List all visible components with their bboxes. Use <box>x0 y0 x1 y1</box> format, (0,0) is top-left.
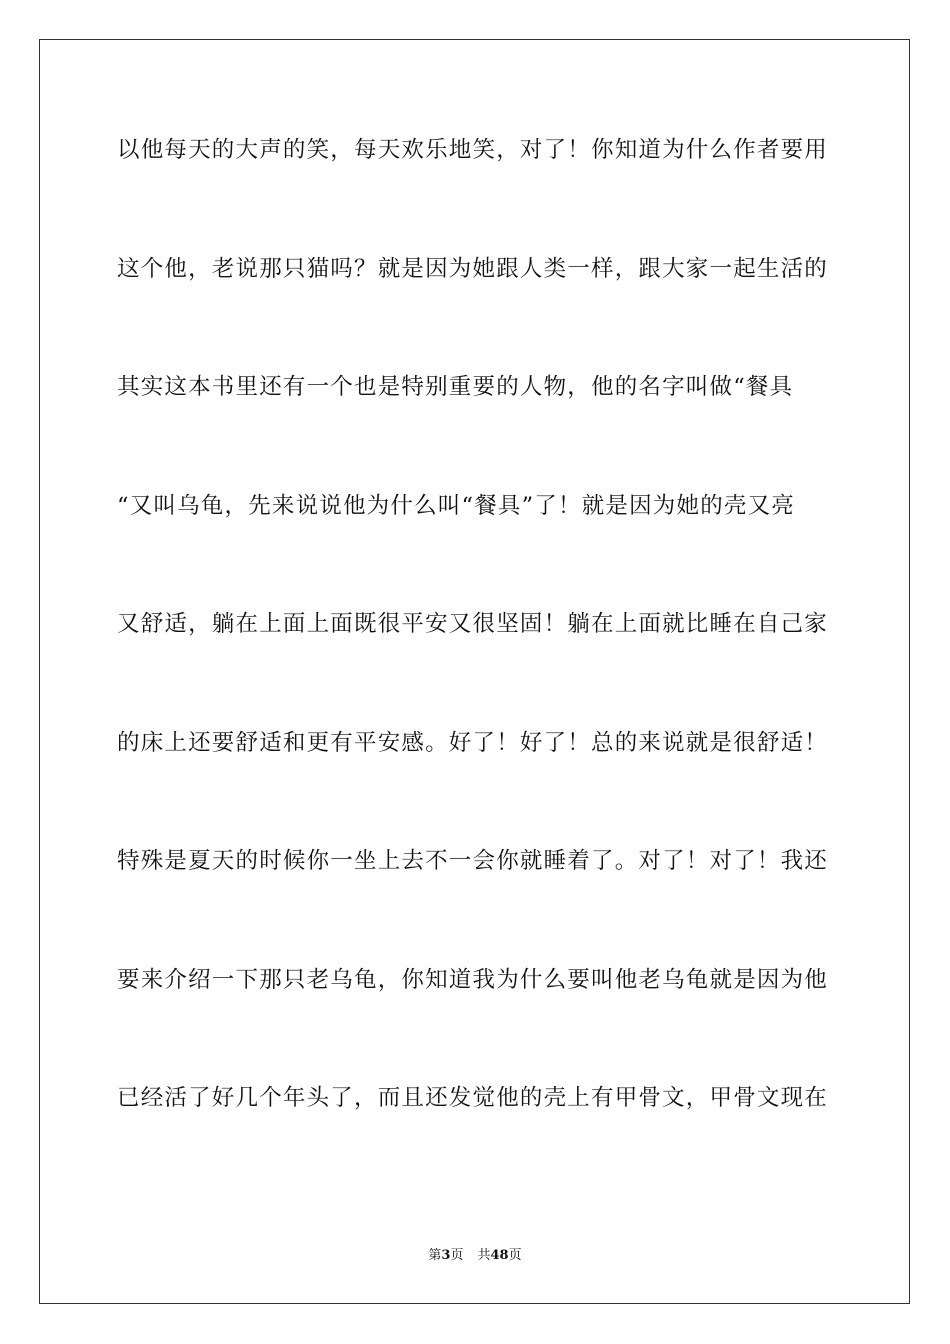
document-body <box>117 128 833 1195</box>
text-line-9: 已经活了好几个年头了，而且还发觉他的壳上有甲骨文，甲骨文现在 <box>117 1085 829 1111</box>
page-number: 3 <box>441 1248 451 1263</box>
text-line-1: 以他每天的大声的笑，每天欢乐地笑，对了！你知道为什么作者要用 <box>117 137 829 163</box>
page-footer <box>0 1247 950 1265</box>
total-prefix: 共 <box>477 1248 491 1263</box>
text-line-2: 这个他，老说那只猫吗？就是因为她跟人类一样，跟大家一起生活的 <box>117 255 829 282</box>
total-suffix: 页 <box>508 1248 522 1263</box>
total-pages: 48 <box>490 1248 509 1263</box>
text-line-5: 又舒适，躺在上面上面既很平安又很坚固！躺在上面就比睡在自己家 <box>117 611 829 637</box>
text-line-4: “又叫乌龟，先来说说他为什么叫“餐具”了！就是因为她的壳又亮 <box>117 492 796 519</box>
text-line-3: 其实这本书里还有一个也是特别重要的人物，他的名字叫做“餐具 <box>117 374 794 400</box>
text-line-6: 的床上还要舒适和更有平安感。好了！好了！总的来说就是很舒适！ <box>117 729 829 756</box>
text-line-7: 特殊是夏天的时候你一坐上去不一会你就睡着了。对了！对了！我还 <box>117 848 829 874</box>
page-prefix: 第 <box>428 1248 442 1263</box>
page-suffix: 页 <box>450 1248 464 1263</box>
text-line-8: 要来介绍一下那只老乌龟，你知道我为什么要叫他老乌龟就是因为他 <box>117 966 829 993</box>
